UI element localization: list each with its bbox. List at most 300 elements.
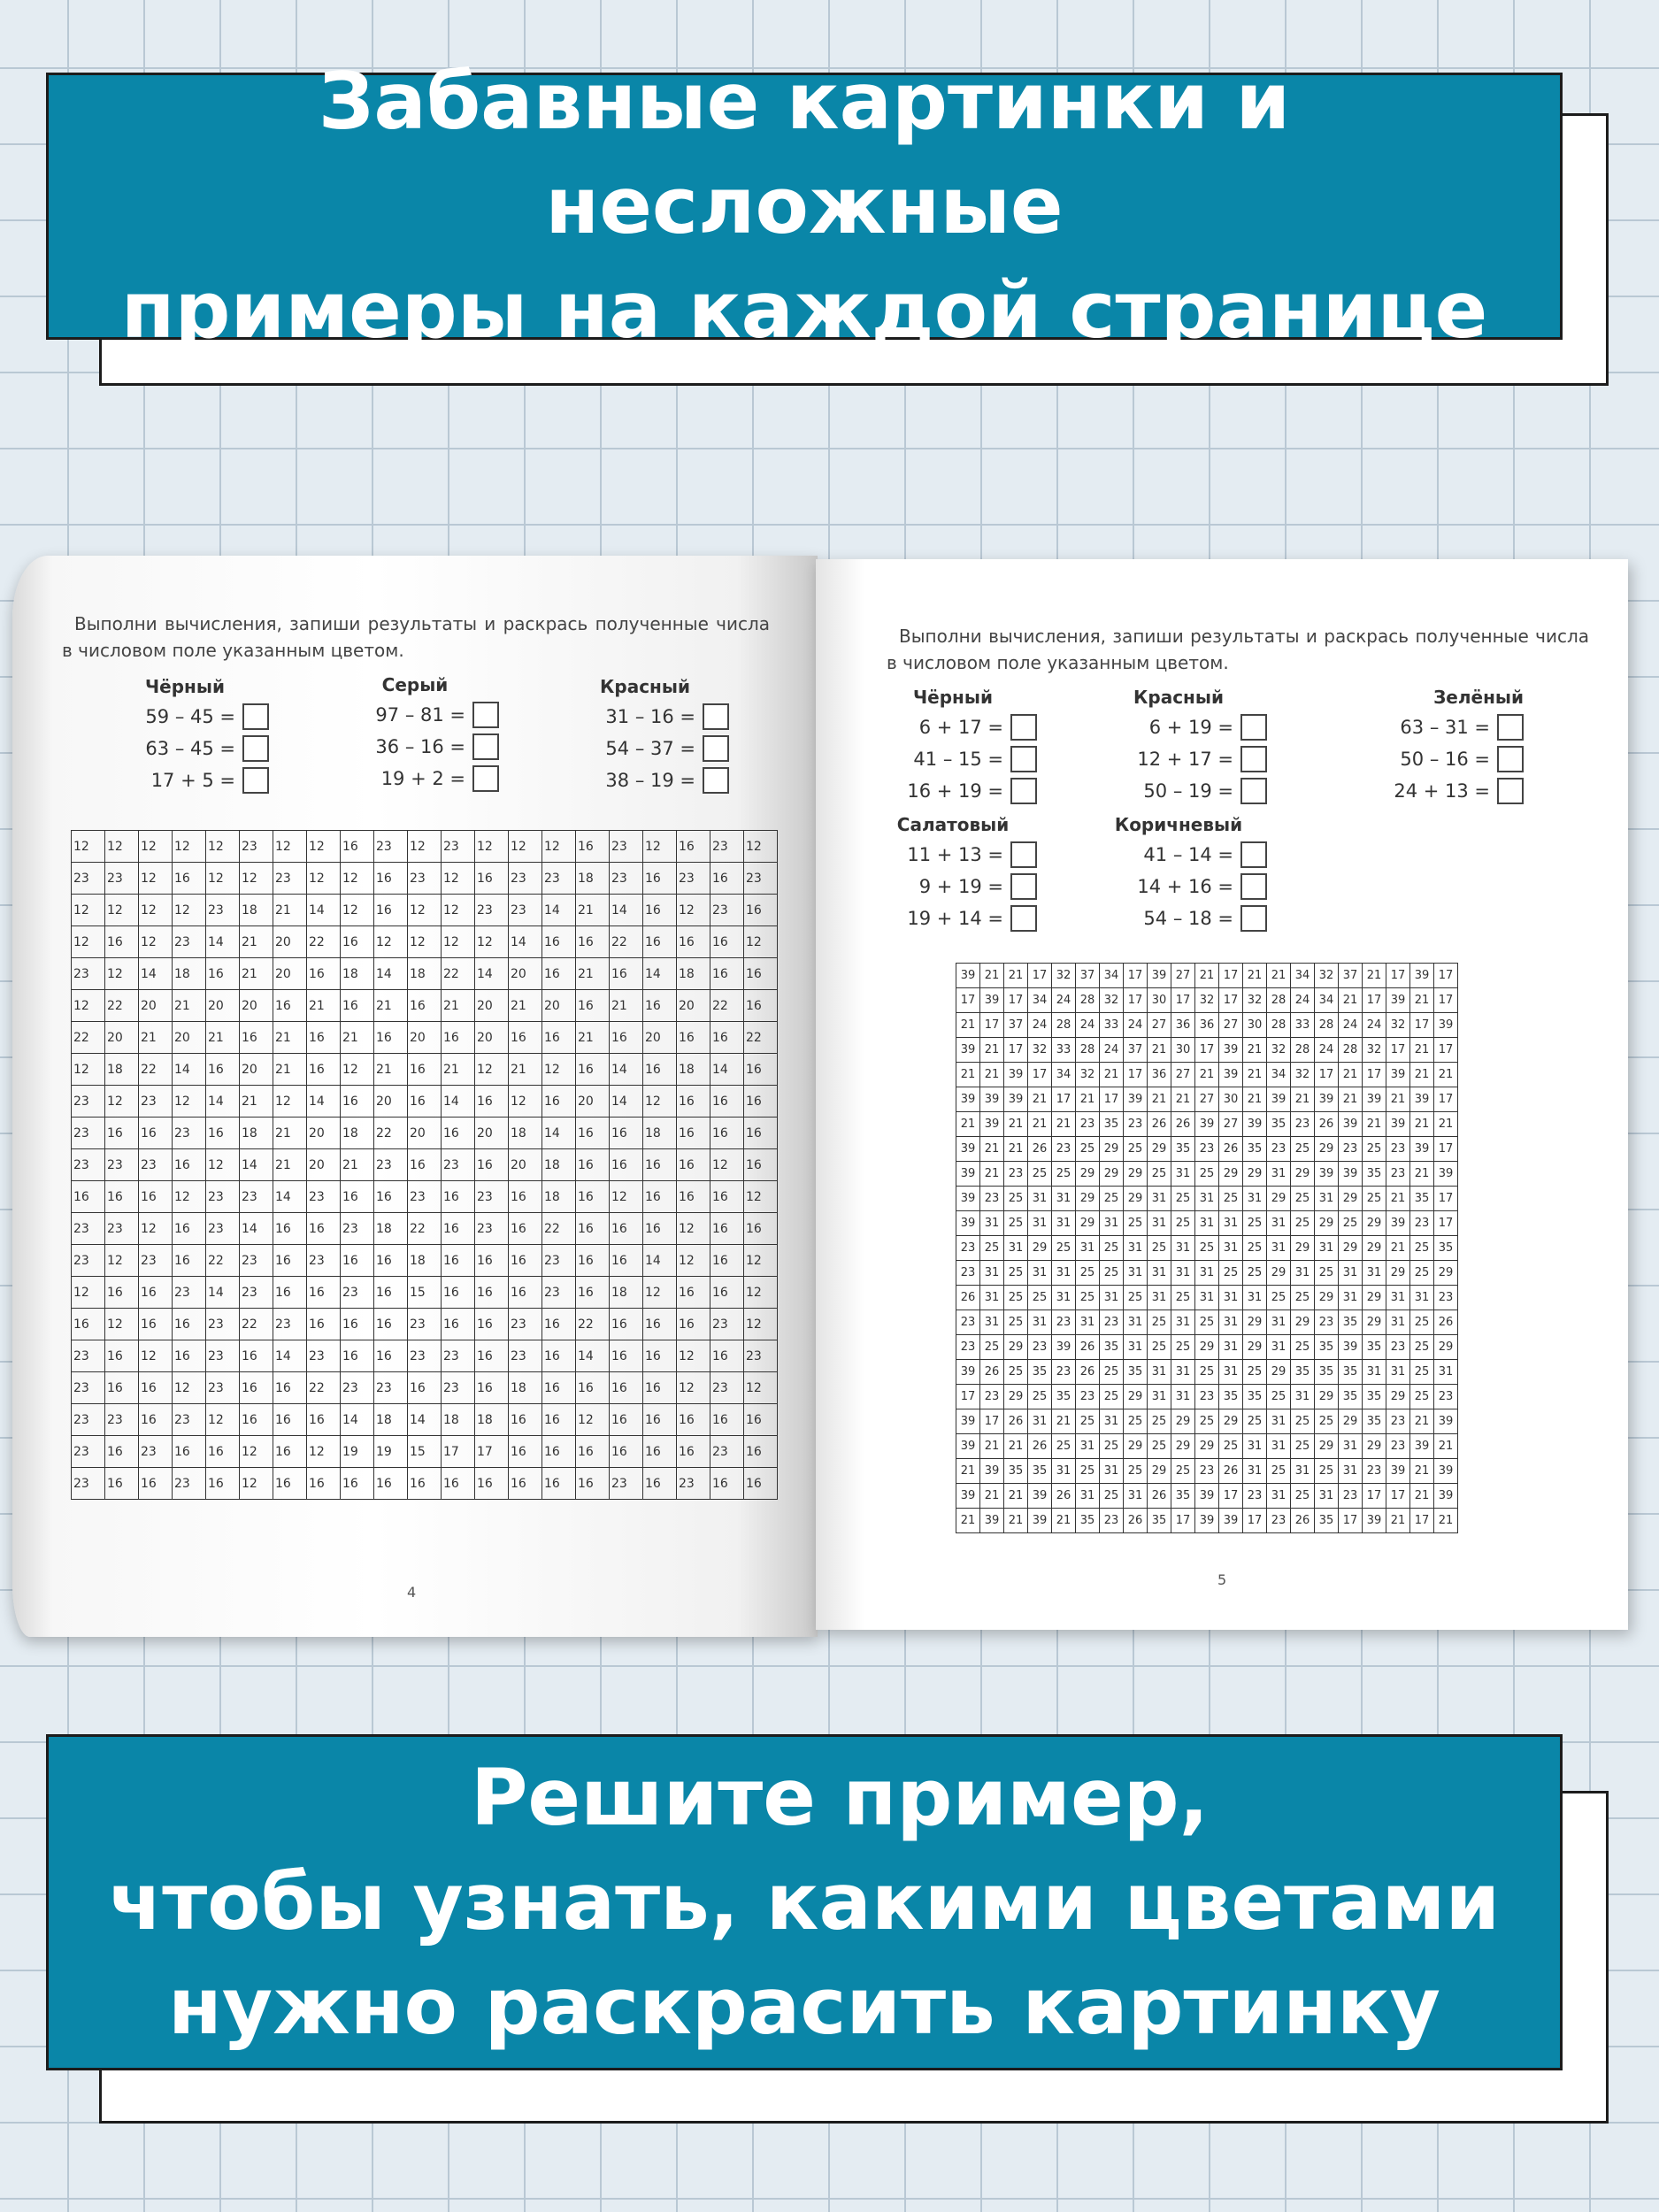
grid-cell[interactable]: 16 <box>240 1340 273 1372</box>
grid-cell[interactable]: 18 <box>542 1181 576 1213</box>
grid-cell[interactable]: 23 <box>475 1181 509 1213</box>
grid-cell[interactable]: 31 <box>1124 1335 1148 1360</box>
grid-cell[interactable]: 20 <box>475 1118 509 1149</box>
grid-cell[interactable]: 31 <box>1434 1360 1458 1385</box>
grid-cell[interactable]: 25 <box>1291 1409 1315 1434</box>
grid-cell[interactable]: 35 <box>1339 1360 1363 1385</box>
grid-cell[interactable]: 31 <box>1148 1261 1171 1286</box>
grid-cell[interactable]: 16 <box>542 1436 576 1468</box>
grid-cell[interactable]: 17 <box>1363 1484 1386 1509</box>
grid-cell[interactable]: 35 <box>1363 1335 1386 1360</box>
grid-cell[interactable]: 25 <box>1124 1211 1148 1236</box>
grid-cell[interactable]: 16 <box>442 1245 475 1277</box>
grid-cell[interactable]: 31 <box>1219 1286 1243 1310</box>
grid-cell[interactable]: 31 <box>980 1261 1004 1286</box>
grid-cell[interactable]: 29 <box>1100 1162 1124 1187</box>
grid-cell[interactable]: 16 <box>273 1436 307 1468</box>
grid-cell[interactable]: 31 <box>1339 1261 1363 1286</box>
answer-box[interactable] <box>242 703 269 730</box>
grid-cell[interactable]: 23 <box>744 863 778 895</box>
grid-cell[interactable]: 16 <box>105 1181 139 1213</box>
grid-cell[interactable]: 25 <box>1148 1335 1171 1360</box>
grid-cell[interactable]: 31 <box>1267 1335 1291 1360</box>
grid-cell[interactable]: 22 <box>542 1213 576 1245</box>
grid-cell[interactable]: 16 <box>576 990 610 1022</box>
grid-cell[interactable]: 25 <box>1291 1211 1315 1236</box>
grid-cell[interactable]: 21 <box>956 1112 980 1137</box>
grid-cell[interactable]: 17 <box>980 1013 1004 1038</box>
grid-cell[interactable]: 12 <box>173 831 206 863</box>
grid-cell[interactable]: 25 <box>1291 1286 1315 1310</box>
grid-cell[interactable]: 21 <box>1004 1509 1028 1533</box>
grid-cell[interactable]: 31 <box>1171 1236 1195 1261</box>
grid-cell[interactable]: 25 <box>1004 1187 1028 1211</box>
grid-cell[interactable]: 25 <box>1243 1409 1267 1434</box>
grid-cell[interactable]: 12 <box>105 958 139 990</box>
grid-cell[interactable]: 23 <box>1410 1211 1434 1236</box>
grid-cell[interactable]: 24 <box>1076 1013 1100 1038</box>
grid-cell[interactable]: 16 <box>576 1181 610 1213</box>
answer-box[interactable] <box>1010 841 1037 868</box>
grid-cell[interactable]: 16 <box>173 1309 206 1340</box>
grid-cell[interactable]: 14 <box>374 958 408 990</box>
grid-cell[interactable]: 31 <box>1267 1211 1291 1236</box>
grid-cell[interactable]: 15 <box>408 1277 442 1309</box>
grid-cell[interactable]: 23 <box>105 1404 139 1436</box>
grid-cell[interactable]: 35 <box>1004 1459 1028 1484</box>
grid-cell[interactable]: 30 <box>1219 1087 1243 1112</box>
grid-cell[interactable]: 29 <box>1124 1385 1148 1409</box>
grid-cell[interactable]: 25 <box>1100 1360 1124 1385</box>
grid-cell[interactable]: 25 <box>1339 1211 1363 1236</box>
grid-cell[interactable]: 26 <box>1171 1112 1195 1137</box>
grid-cell[interactable]: 39 <box>1195 1112 1219 1137</box>
grid-cell[interactable]: 23 <box>442 1340 475 1372</box>
grid-cell[interactable]: 23 <box>307 1245 341 1277</box>
grid-cell[interactable]: 26 <box>1076 1360 1100 1385</box>
grid-cell[interactable]: 18 <box>341 958 374 990</box>
grid-cell[interactable]: 16 <box>105 926 139 958</box>
grid-cell[interactable]: 23 <box>173 926 206 958</box>
grid-cell[interactable]: 28 <box>1267 1013 1291 1038</box>
grid-cell[interactable]: 39 <box>956 1409 980 1434</box>
grid-cell[interactable]: 25 <box>1100 1385 1124 1409</box>
grid-cell[interactable]: 25 <box>1171 1335 1195 1360</box>
grid-cell[interactable]: 16 <box>744 895 778 926</box>
grid-cell[interactable]: 39 <box>1434 1484 1458 1509</box>
grid-cell[interactable]: 17 <box>1028 964 1052 988</box>
grid-cell[interactable]: 16 <box>643 1181 677 1213</box>
grid-cell[interactable]: 18 <box>374 1404 408 1436</box>
grid-cell[interactable]: 14 <box>509 926 542 958</box>
grid-cell[interactable]: 32 <box>1267 1038 1291 1063</box>
grid-cell[interactable]: 21 <box>1410 988 1434 1013</box>
grid-cell[interactable]: 23 <box>1386 1434 1410 1459</box>
grid-cell[interactable]: 16 <box>105 1468 139 1500</box>
grid-cell[interactable]: 32 <box>1315 964 1339 988</box>
grid-cell[interactable]: 16 <box>643 895 677 926</box>
grid-cell[interactable]: 28 <box>1076 1038 1100 1063</box>
grid-cell[interactable]: 21 <box>1243 1038 1267 1063</box>
grid-cell[interactable]: 23 <box>509 1340 542 1372</box>
grid-cell[interactable]: 23 <box>72 1436 105 1468</box>
grid-cell[interactable]: 25 <box>1410 1360 1434 1385</box>
grid-cell[interactable]: 25 <box>1028 1286 1052 1310</box>
grid-cell[interactable]: 23 <box>374 1372 408 1404</box>
grid-cell[interactable]: 39 <box>956 1434 980 1459</box>
grid-cell[interactable]: 16 <box>408 1149 442 1181</box>
grid-cell[interactable]: 23 <box>105 1149 139 1181</box>
grid-cell[interactable]: 16 <box>610 1022 643 1054</box>
grid-cell[interactable]: 12 <box>139 895 173 926</box>
grid-cell[interactable]: 33 <box>1052 1038 1076 1063</box>
grid-cell[interactable]: 39 <box>1004 1063 1028 1087</box>
grid-cell[interactable]: 12 <box>677 1340 710 1372</box>
grid-cell[interactable]: 23 <box>72 1086 105 1118</box>
grid-cell[interactable]: 39 <box>1315 1162 1339 1187</box>
grid-cell[interactable]: 16 <box>105 1118 139 1149</box>
grid-cell[interactable]: 23 <box>307 1340 341 1372</box>
grid-cell[interactable]: 25 <box>1219 1187 1243 1211</box>
grid-cell[interactable]: 16 <box>408 1372 442 1404</box>
grid-cell[interactable]: 22 <box>72 1022 105 1054</box>
grid-cell[interactable]: 25 <box>1004 1261 1028 1286</box>
grid-cell[interactable]: 21 <box>1076 1087 1100 1112</box>
answer-box[interactable] <box>1497 746 1524 772</box>
grid-cell[interactable]: 25 <box>1363 1187 1386 1211</box>
grid-cell[interactable]: 12 <box>240 863 273 895</box>
answer-box[interactable] <box>703 703 729 730</box>
grid-cell[interactable]: 16 <box>341 926 374 958</box>
grid-cell[interactable]: 28 <box>1267 988 1291 1013</box>
grid-cell[interactable]: 25 <box>980 1335 1004 1360</box>
grid-cell[interactable]: 39 <box>1219 1509 1243 1533</box>
grid-cell[interactable]: 16 <box>206 1054 240 1086</box>
grid-cell[interactable]: 25 <box>1052 1236 1076 1261</box>
grid-cell[interactable]: 39 <box>980 988 1004 1013</box>
grid-cell[interactable]: 12 <box>677 895 710 926</box>
grid-cell[interactable]: 18 <box>677 1054 710 1086</box>
grid-cell[interactable]: 23 <box>273 1309 307 1340</box>
grid-cell[interactable]: 16 <box>710 926 744 958</box>
grid-cell[interactable]: 23 <box>610 863 643 895</box>
grid-cell[interactable]: 16 <box>341 1468 374 1500</box>
grid-cell[interactable]: 23 <box>273 863 307 895</box>
grid-cell[interactable]: 32 <box>1076 1063 1100 1087</box>
grid-cell[interactable]: 16 <box>643 863 677 895</box>
grid-cell[interactable]: 31 <box>1219 1236 1243 1261</box>
grid-cell[interactable]: 35 <box>1100 1335 1124 1360</box>
grid-cell[interactable]: 39 <box>980 1112 1004 1137</box>
grid-cell[interactable]: 12 <box>475 1054 509 1086</box>
grid-cell[interactable]: 31 <box>1267 1409 1291 1434</box>
grid-cell[interactable]: 14 <box>307 1086 341 1118</box>
grid-cell[interactable]: 21 <box>1243 964 1267 988</box>
grid-cell[interactable]: 14 <box>643 958 677 990</box>
grid-cell[interactable]: 23 <box>475 895 509 926</box>
grid-cell[interactable]: 17 <box>1386 1484 1410 1509</box>
grid-cell[interactable]: 25 <box>1410 1236 1434 1261</box>
grid-cell[interactable]: 16 <box>442 1118 475 1149</box>
grid-cell[interactable]: 12 <box>240 1436 273 1468</box>
grid-cell[interactable]: 23 <box>206 1213 240 1245</box>
grid-cell[interactable]: 16 <box>610 1118 643 1149</box>
grid-cell[interactable]: 14 <box>173 1054 206 1086</box>
grid-cell[interactable]: 29 <box>1339 1236 1363 1261</box>
grid-cell[interactable]: 23 <box>240 1245 273 1277</box>
grid-cell[interactable]: 16 <box>139 1309 173 1340</box>
grid-cell[interactable]: 29 <box>1243 1335 1267 1360</box>
grid-cell[interactable]: 16 <box>509 1245 542 1277</box>
grid-cell[interactable]: 16 <box>610 1245 643 1277</box>
grid-cell[interactable]: 32 <box>1195 988 1219 1013</box>
grid-cell[interactable]: 25 <box>1219 1434 1243 1459</box>
grid-cell[interactable]: 16 <box>72 1181 105 1213</box>
grid-cell[interactable]: 31 <box>1315 1236 1339 1261</box>
grid-cell[interactable]: 14 <box>139 958 173 990</box>
grid-cell[interactable]: 23 <box>105 1213 139 1245</box>
grid-cell[interactable]: 12 <box>307 863 341 895</box>
grid-cell[interactable]: 14 <box>643 1245 677 1277</box>
grid-cell[interactable]: 21 <box>1267 964 1291 988</box>
grid-cell[interactable]: 23 <box>408 1309 442 1340</box>
grid-cell[interactable]: 12 <box>744 831 778 863</box>
grid-cell[interactable]: 32 <box>1386 1013 1410 1038</box>
grid-cell[interactable]: 23 <box>206 1372 240 1404</box>
grid-cell[interactable]: 30 <box>1171 1038 1195 1063</box>
grid-cell[interactable]: 21 <box>1195 1063 1219 1087</box>
grid-cell[interactable]: 29 <box>1124 1187 1148 1211</box>
grid-cell[interactable]: 21 <box>1434 1112 1458 1137</box>
grid-cell[interactable]: 29 <box>1363 1434 1386 1459</box>
grid-cell[interactable]: 25 <box>1004 1360 1028 1385</box>
grid-cell[interactable]: 16 <box>744 958 778 990</box>
grid-cell[interactable]: 35 <box>1219 1385 1243 1409</box>
grid-cell[interactable]: 25 <box>1195 1310 1219 1335</box>
grid-cell[interactable]: 16 <box>307 1277 341 1309</box>
grid-cell[interactable]: 31 <box>1195 1261 1219 1286</box>
grid-cell[interactable]: 25 <box>1243 1236 1267 1261</box>
grid-cell[interactable]: 17 <box>1004 988 1028 1013</box>
grid-cell[interactable]: 16 <box>509 1277 542 1309</box>
grid-cell[interactable]: 23 <box>374 831 408 863</box>
grid-cell[interactable]: 39 <box>956 1137 980 1162</box>
grid-cell[interactable]: 14 <box>408 1404 442 1436</box>
grid-cell[interactable]: 16 <box>139 1468 173 1500</box>
grid-cell[interactable]: 18 <box>408 958 442 990</box>
grid-cell[interactable]: 29 <box>1076 1211 1100 1236</box>
grid-cell[interactable]: 22 <box>307 926 341 958</box>
grid-cell[interactable]: 18 <box>542 1149 576 1181</box>
grid-cell[interactable]: 23 <box>710 1309 744 1340</box>
grid-cell[interactable]: 18 <box>173 958 206 990</box>
grid-cell[interactable]: 17 <box>1434 1038 1458 1063</box>
grid-cell[interactable]: 23 <box>1052 1360 1076 1385</box>
grid-cell[interactable]: 39 <box>1434 1162 1458 1187</box>
grid-cell[interactable]: 34 <box>1291 964 1315 988</box>
grid-cell[interactable]: 17 <box>1434 1137 1458 1162</box>
grid-cell[interactable]: 21 <box>1386 1187 1410 1211</box>
grid-cell[interactable]: 16 <box>710 1340 744 1372</box>
grid-cell[interactable]: 23 <box>206 1181 240 1213</box>
grid-cell[interactable]: 16 <box>173 1213 206 1245</box>
grid-cell[interactable]: 35 <box>1028 1360 1052 1385</box>
grid-cell[interactable]: 35 <box>1315 1509 1339 1533</box>
grid-cell[interactable]: 12 <box>105 895 139 926</box>
grid-cell[interactable]: 16 <box>475 1309 509 1340</box>
grid-cell[interactable]: 18 <box>576 863 610 895</box>
grid-cell[interactable]: 31 <box>1243 1286 1267 1310</box>
grid-cell[interactable]: 12 <box>576 1404 610 1436</box>
grid-cell[interactable]: 22 <box>374 1118 408 1149</box>
grid-cell[interactable]: 23 <box>1386 1162 1410 1187</box>
grid-cell[interactable]: 31 <box>1386 1360 1410 1385</box>
grid-cell[interactable]: 17 <box>1124 988 1148 1013</box>
grid-cell[interactable]: 21 <box>1410 1484 1434 1509</box>
grid-cell[interactable]: 18 <box>509 1118 542 1149</box>
grid-cell[interactable]: 31 <box>1028 1310 1052 1335</box>
grid-cell[interactable]: 29 <box>1243 1162 1267 1187</box>
grid-cell[interactable]: 31 <box>1339 1434 1363 1459</box>
grid-cell[interactable]: 12 <box>442 895 475 926</box>
grid-cell[interactable]: 26 <box>1124 1509 1148 1533</box>
grid-cell[interactable]: 26 <box>1052 1484 1076 1509</box>
grid-cell[interactable]: 16 <box>677 1118 710 1149</box>
grid-cell[interactable]: 25 <box>1148 1434 1171 1459</box>
grid-cell[interactable]: 21 <box>1386 1509 1410 1533</box>
grid-cell[interactable]: 24 <box>1363 1013 1386 1038</box>
grid-cell[interactable]: 16 <box>744 990 778 1022</box>
grid-cell[interactable]: 17 <box>1386 964 1410 988</box>
grid-cell[interactable]: 16 <box>710 958 744 990</box>
grid-cell[interactable]: 16 <box>173 1149 206 1181</box>
grid-cell[interactable]: 29 <box>1339 1409 1363 1434</box>
grid-cell[interactable]: 23 <box>206 1340 240 1372</box>
grid-cell[interactable]: 12 <box>173 895 206 926</box>
grid-cell[interactable]: 35 <box>1315 1335 1339 1360</box>
grid-cell[interactable]: 31 <box>1386 1286 1410 1310</box>
grid-cell[interactable]: 21 <box>576 1022 610 1054</box>
grid-cell[interactable]: 23 <box>240 1181 273 1213</box>
grid-cell[interactable]: 39 <box>1315 1087 1339 1112</box>
grid-cell[interactable]: 23 <box>677 863 710 895</box>
grid-cell[interactable]: 12 <box>307 831 341 863</box>
grid-cell[interactable]: 12 <box>744 1309 778 1340</box>
grid-cell[interactable]: 32 <box>1052 964 1076 988</box>
grid-cell[interactable]: 16 <box>105 1372 139 1404</box>
grid-cell[interactable]: 25 <box>1004 1286 1028 1310</box>
grid-cell[interactable]: 16 <box>206 958 240 990</box>
grid-cell[interactable]: 16 <box>710 1404 744 1436</box>
grid-cell[interactable]: 23 <box>956 1310 980 1335</box>
grid-cell[interactable]: 20 <box>408 1022 442 1054</box>
grid-cell[interactable]: 16 <box>542 958 576 990</box>
grid-cell[interactable]: 12 <box>744 1245 778 1277</box>
grid-cell[interactable]: 23 <box>1363 1459 1386 1484</box>
grid-cell[interactable]: 16 <box>307 1213 341 1245</box>
grid-cell[interactable]: 16 <box>509 1022 542 1054</box>
grid-cell[interactable]: 25 <box>1195 1409 1219 1434</box>
grid-cell[interactable]: 18 <box>610 1277 643 1309</box>
grid-cell[interactable]: 17 <box>956 1385 980 1409</box>
grid-cell[interactable]: 21 <box>1195 964 1219 988</box>
grid-cell[interactable]: 27 <box>1219 1013 1243 1038</box>
grid-cell[interactable]: 26 <box>1434 1310 1458 1335</box>
grid-cell[interactable]: 16 <box>677 1436 710 1468</box>
grid-cell[interactable]: 29 <box>1434 1335 1458 1360</box>
grid-cell[interactable]: 31 <box>1291 1459 1315 1484</box>
grid-cell[interactable]: 34 <box>1315 988 1339 1013</box>
grid-cell[interactable]: 23 <box>956 1335 980 1360</box>
grid-cell[interactable]: 16 <box>341 1086 374 1118</box>
grid-cell[interactable]: 21 <box>1410 1162 1434 1187</box>
grid-cell[interactable]: 21 <box>956 1063 980 1087</box>
grid-cell[interactable]: 20 <box>408 1118 442 1149</box>
grid-cell[interactable]: 16 <box>273 1245 307 1277</box>
answer-box[interactable] <box>1240 873 1267 900</box>
grid-cell[interactable]: 25 <box>1243 1211 1267 1236</box>
grid-cell[interactable]: 25 <box>1171 1187 1195 1211</box>
grid-cell[interactable]: 21 <box>1386 1087 1410 1112</box>
grid-cell[interactable]: 35 <box>1315 1360 1339 1385</box>
grid-cell[interactable]: 21 <box>956 1509 980 1533</box>
grid-cell[interactable]: 23 <box>677 1468 710 1500</box>
grid-cell[interactable]: 39 <box>1148 964 1171 988</box>
answer-box[interactable] <box>1240 746 1267 772</box>
grid-cell[interactable]: 31 <box>1171 1310 1195 1335</box>
grid-cell[interactable]: 21 <box>1434 1063 1458 1087</box>
answer-box[interactable] <box>1240 841 1267 868</box>
grid-cell[interactable]: 12 <box>105 1086 139 1118</box>
grid-cell[interactable]: 19 <box>374 1436 408 1468</box>
grid-cell[interactable]: 21 <box>956 1459 980 1484</box>
grid-cell[interactable]: 23 <box>509 863 542 895</box>
grid-cell[interactable]: 12 <box>206 1149 240 1181</box>
grid-cell[interactable]: 21 <box>273 1022 307 1054</box>
grid-cell[interactable]: 12 <box>710 1149 744 1181</box>
grid-cell[interactable]: 21 <box>173 990 206 1022</box>
grid-cell[interactable]: 25 <box>1124 1137 1148 1162</box>
grid-cell[interactable]: 12 <box>408 926 442 958</box>
grid-cell[interactable]: 21 <box>1004 964 1028 988</box>
grid-cell[interactable]: 18 <box>643 1118 677 1149</box>
grid-cell[interactable]: 16 <box>744 1468 778 1500</box>
grid-cell[interactable]: 31 <box>1052 1459 1076 1484</box>
grid-cell[interactable]: 25 <box>1076 1137 1100 1162</box>
grid-cell[interactable]: 12 <box>72 990 105 1022</box>
grid-cell[interactable]: 25 <box>1076 1286 1100 1310</box>
grid-cell[interactable]: 29 <box>1363 1310 1386 1335</box>
grid-cell[interactable]: 14 <box>542 895 576 926</box>
grid-cell[interactable]: 16 <box>475 863 509 895</box>
grid-cell[interactable]: 31 <box>1100 1459 1124 1484</box>
grid-cell[interactable]: 17 <box>1243 1509 1267 1533</box>
grid-cell[interactable]: 23 <box>542 1277 576 1309</box>
grid-cell[interactable]: 31 <box>1148 1286 1171 1310</box>
grid-cell[interactable]: 39 <box>1339 1112 1363 1137</box>
grid-cell[interactable]: 24 <box>1315 1038 1339 1063</box>
grid-cell[interactable]: 21 <box>1243 1087 1267 1112</box>
grid-cell[interactable]: 31 <box>1148 1187 1171 1211</box>
grid-cell[interactable]: 14 <box>475 958 509 990</box>
grid-cell[interactable]: 23 <box>542 1245 576 1277</box>
grid-cell[interactable]: 23 <box>1339 1484 1363 1509</box>
grid-cell[interactable]: 29 <box>1076 1162 1100 1187</box>
grid-cell[interactable]: 23 <box>173 1118 206 1149</box>
grid-cell[interactable]: 26 <box>1148 1112 1171 1137</box>
grid-cell[interactable]: 16 <box>576 1118 610 1149</box>
grid-cell[interactable]: 23 <box>408 863 442 895</box>
